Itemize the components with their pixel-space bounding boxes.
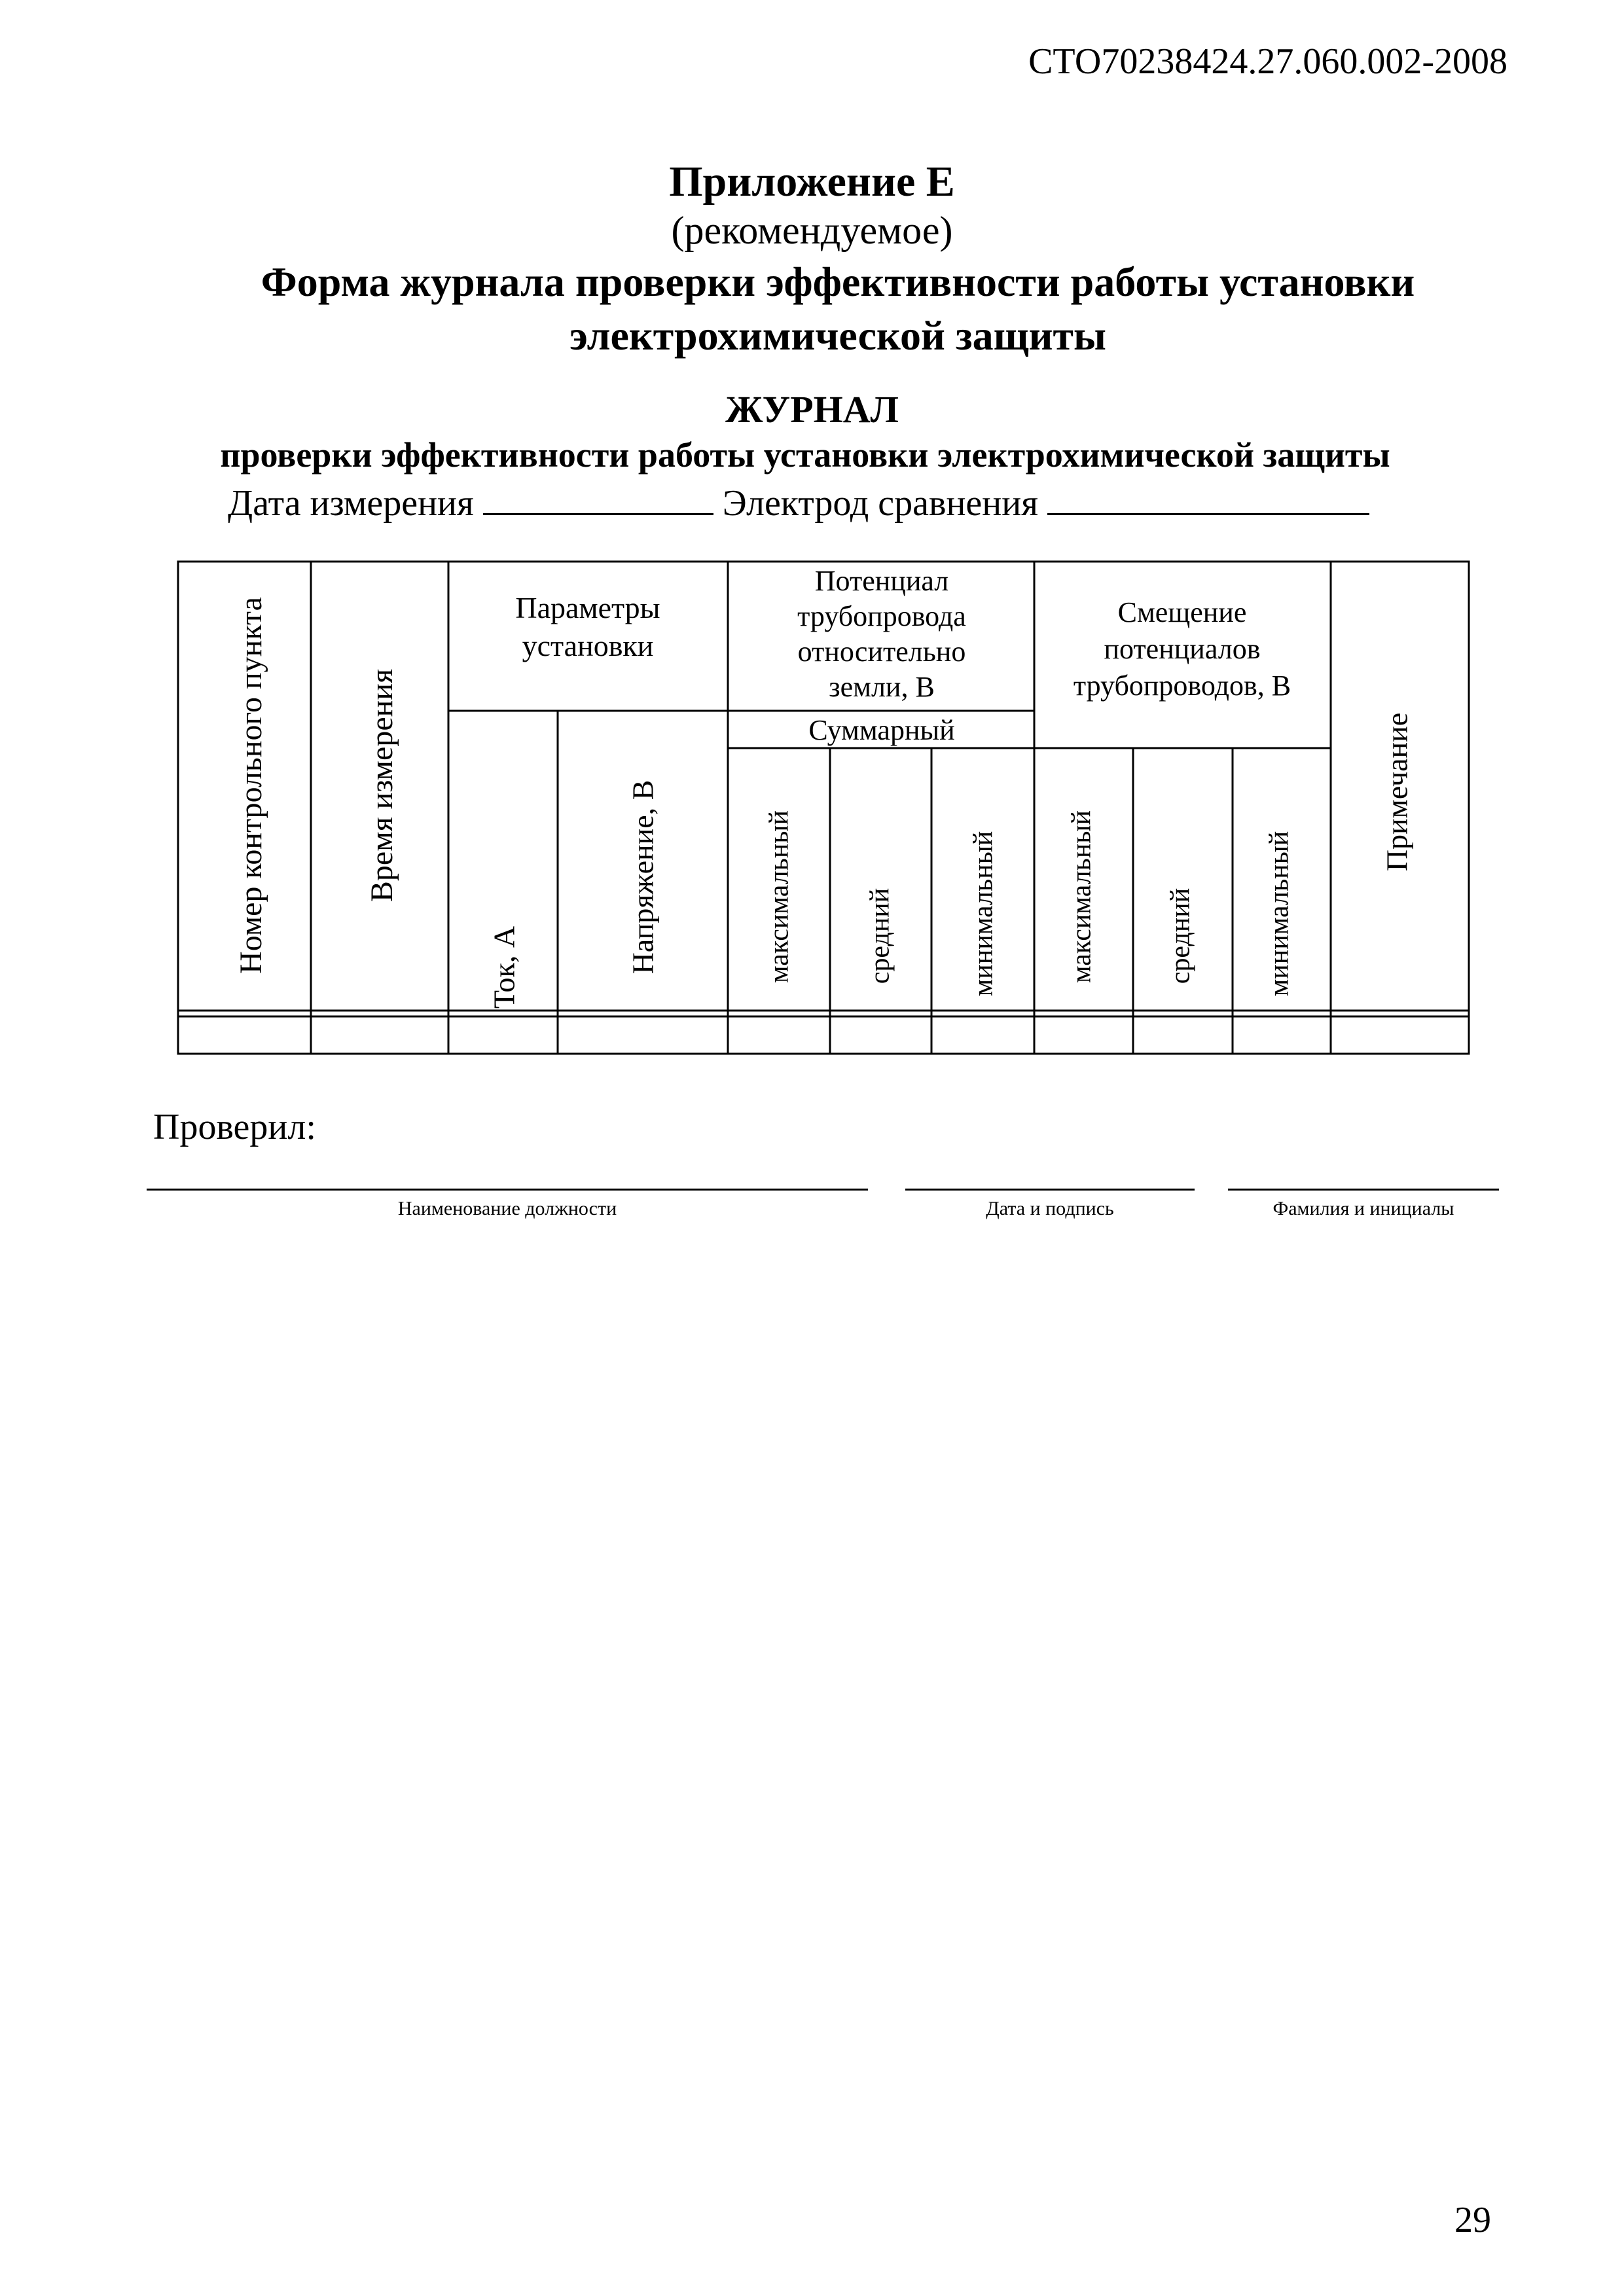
document-code: СТО70238424.27.060.002-2008 — [1028, 41, 1507, 82]
name-caption: Фамилия и инициалы — [1272, 1198, 1454, 1219]
header-shift-min: минимальный — [1264, 831, 1295, 997]
header-potential-line-1: Потенциал — [814, 565, 949, 597]
table-cell[interactable] — [1036, 1018, 1132, 1052]
journal-subtitle: проверки эффективности работы установки электрохимической защиты — [220, 435, 1390, 475]
header-shift-line-3: трубопроводов, В — [1073, 670, 1291, 702]
position-signature-line[interactable] — [147, 1189, 868, 1191]
date-signature-line[interactable] — [905, 1189, 1195, 1191]
header-measure-time: Время измерения — [365, 668, 400, 903]
header-shift-line-2: потенциалов — [1104, 633, 1261, 665]
table-cell[interactable] — [179, 1018, 310, 1052]
appendix-title: Приложение Е — [669, 158, 955, 206]
table-cell[interactable] — [1234, 1018, 1329, 1052]
header-shift-line-1: Смещение — [1117, 596, 1247, 628]
page-number: 29 — [1454, 2200, 1491, 2240]
header-potential-min: минимальный — [968, 831, 999, 997]
electrode-label: Электрод сравнения — [722, 483, 1038, 524]
table-cell[interactable] — [1134, 1018, 1231, 1052]
position-caption: Наименование должности — [397, 1198, 617, 1219]
table-cell[interactable] — [1332, 1018, 1468, 1052]
table-cell[interactable] — [933, 1018, 1033, 1052]
table-cell[interactable] — [729, 1018, 829, 1052]
form-title-line-1: Форма журнала проверки эффективности работы установки — [261, 259, 1415, 305]
header-params-line-1: Параметры — [515, 591, 660, 624]
header-voltage: Напряжение, В — [626, 780, 660, 975]
header-note: Примечание — [1380, 712, 1414, 872]
header-total: Суммарный — [808, 714, 955, 746]
header-potential-max: максимальный — [764, 810, 795, 983]
table-cell[interactable] — [312, 1018, 447, 1052]
table-cell[interactable] — [450, 1018, 556, 1052]
table-cell[interactable] — [831, 1018, 930, 1052]
journal-title: ЖУРНАЛ — [725, 388, 899, 431]
form-title-line-2: электрохимической защиты — [569, 312, 1106, 359]
name-signature-line[interactable] — [1228, 1189, 1499, 1191]
date-sign-caption: Дата и подпись — [986, 1198, 1114, 1219]
table-row — [179, 1018, 1468, 1052]
header-shift-max: максимальный — [1066, 810, 1097, 983]
header-potential-avg: средний — [865, 888, 895, 984]
header-current: Ток, А — [487, 925, 521, 1009]
header-potential-line-3: относительно — [797, 636, 966, 668]
date-label: Дата измерения — [228, 483, 474, 524]
header-potential-line-2: трубопровода — [797, 600, 966, 632]
checked-by-label: Проверил: — [153, 1107, 316, 1147]
header-params-line-2: установки — [522, 629, 654, 662]
header-shift-avg: средний — [1165, 888, 1196, 984]
table-cell[interactable] — [559, 1018, 727, 1052]
appendix-subtitle: (рекомендуемое) — [671, 209, 953, 252]
header-point-number: Номер контрольного пункта — [234, 597, 269, 974]
header-potential-line-4: земли, В — [829, 671, 935, 703]
